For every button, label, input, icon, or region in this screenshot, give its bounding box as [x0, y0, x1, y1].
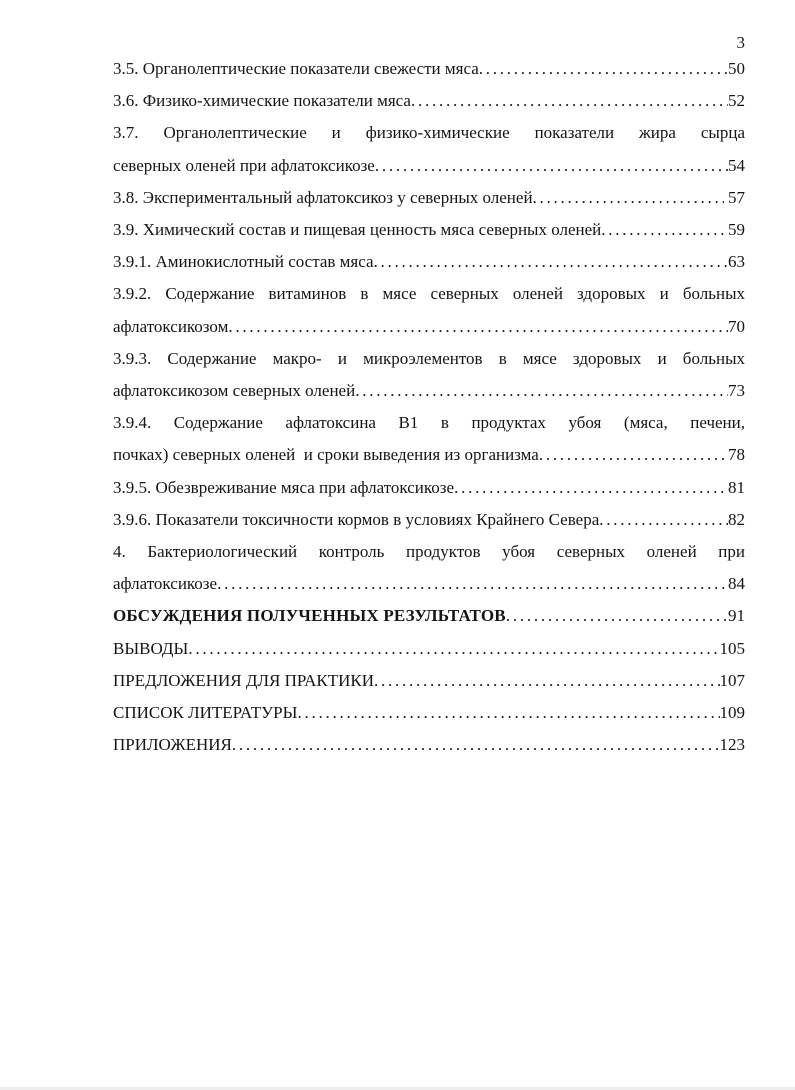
toc-entry-title: 3.9.6. Показатели токсичности кормов в условиях Крайнего Севера	[113, 509, 600, 529]
dot-leader	[228, 311, 728, 343]
dot-leader	[188, 633, 719, 665]
dot-leader	[599, 504, 728, 536]
toc-entry-title: 3.5. Органолептические показатели свежести мяса	[113, 59, 479, 78]
toc-entry	[113, 53, 745, 85]
toc-entry-leader-line	[113, 600, 745, 632]
dot-leader	[232, 729, 720, 761]
toc-entry-leader-line	[113, 246, 745, 278]
toc-entry-page-number: 107	[719, 670, 745, 690]
toc-entry-title: 3.9. Химический состав и пищевая ценность мяса северных оленей	[113, 220, 602, 240]
toc-entry-leader-line	[113, 53, 745, 85]
toc-entry	[113, 633, 745, 665]
toc-entry-leader-line	[113, 182, 745, 214]
toc-entry-leader-line	[113, 311, 745, 343]
toc-entry-title: ВЫВОДЫ	[113, 638, 189, 658]
toc-entry	[113, 278, 745, 342]
toc-entry-wrap-line: 3.9.4. Содержание афлатоксина В1 в продуктах убоя (мяса, печени,	[113, 413, 745, 433]
toc-entry-leader-line	[113, 697, 745, 729]
toc-entry-title: 3.8. Экспериментальный афлатоксикоз у северных оленей	[113, 187, 533, 207]
page-number: 3	[736, 33, 745, 52]
toc-entry	[113, 504, 745, 536]
toc-entry-page-number: 50	[728, 59, 745, 78]
toc-entry-title: северных оленей при афлатоксикозе	[113, 155, 375, 175]
dot-leader	[297, 697, 719, 729]
toc-entry-page-number: 73	[728, 381, 745, 401]
toc-entry-page-number: 52	[728, 91, 745, 111]
toc-entry-page-number: 109	[719, 703, 745, 723]
toc-entry-leader-line	[113, 375, 745, 407]
dot-leader	[374, 665, 719, 697]
toc-entry	[113, 697, 745, 729]
toc-entry	[113, 85, 745, 117]
toc-entry-wrapped-lines	[113, 343, 745, 375]
dot-leader	[217, 568, 728, 600]
toc-entry-page-number: 82	[728, 509, 745, 529]
toc-entry-page-number: 59	[728, 220, 745, 240]
toc-entry-title: афлатоксикозом северных оленей	[113, 381, 356, 401]
dot-leader	[479, 53, 728, 85]
toc-entry-title: афлатоксикозом	[113, 316, 229, 336]
toc-entry-leader-line	[113, 214, 745, 246]
toc-entry-title: 3.9.5. Обезвреживание мяса при афлатоксикозе	[113, 477, 455, 497]
toc-entry-wrapped-lines	[113, 117, 745, 149]
toc-entry-wrap-line: 3.7. Органолептические и физико-химические показатели жира сырца	[113, 123, 745, 143]
toc-entry	[113, 407, 745, 471]
toc-entry-leader-line	[113, 504, 745, 536]
toc-entry	[113, 536, 745, 600]
toc-entry	[113, 117, 745, 181]
toc-entry	[113, 600, 745, 632]
toc-entry-wrapped-lines	[113, 278, 745, 310]
toc-entry-leader-line	[113, 633, 745, 665]
dot-leader	[506, 600, 728, 632]
toc-entry-leader-line	[113, 729, 745, 761]
toc-entry-leader-line	[113, 150, 745, 182]
toc-entry	[113, 182, 745, 214]
dot-leader	[374, 246, 728, 278]
toc-entry-leader-line	[113, 665, 745, 697]
dot-leader	[454, 472, 728, 504]
toc-entry	[113, 472, 745, 504]
toc-entry-leader-line	[113, 439, 745, 471]
toc-entry-title: ПРИЛОЖЕНИЯ	[113, 735, 232, 755]
toc-entry-page-number: 81	[728, 477, 745, 497]
toc-entry-wrap-line: 3.9.2. Содержание витаминов в мясе северных оленей здоровых и больных	[113, 284, 745, 304]
toc-entry-leader-line	[113, 85, 745, 117]
toc-entry-wrapped-lines	[113, 407, 745, 439]
dot-leader	[533, 182, 724, 214]
toc-entry-title: почках) северных оленей и сроки выведения из организма	[113, 445, 539, 465]
toc-entry-title: 3.6. Физико-химические показатели мяса	[113, 91, 411, 111]
toc-entry-leader-line	[113, 568, 745, 600]
table-of-contents	[113, 53, 745, 761]
toc-entry-title: 3.9.1. Аминокислотный состав мяса	[113, 252, 374, 272]
toc-entry-page-number: 54	[728, 155, 745, 175]
toc-entry	[113, 343, 745, 407]
toc-entry-page-number: 78	[728, 445, 745, 465]
toc-entry-wrap-line: 3.9.3. Содержание макро- и микроэлементов в мясе здоровых и больных	[113, 348, 745, 368]
toc-entry	[113, 665, 745, 697]
toc-entry-page-number: 105	[719, 638, 745, 658]
toc-entry-title: афлатоксикозе	[113, 574, 218, 594]
toc-entry-wrap-line: 4. Бактериологический контроль продуктов убоя северных оленей при	[113, 542, 745, 562]
toc-entry	[113, 729, 745, 761]
toc-entry-page-number: 84	[728, 574, 745, 594]
toc-entry-leader-line	[113, 472, 745, 504]
toc-entry	[113, 246, 745, 278]
dot-leader	[375, 150, 728, 182]
toc-entry-title: ОБСУЖДЕНИЯ ПОЛУЧЕННЫХ РЕЗУЛЬТАТОВ	[113, 606, 506, 626]
toc-entry-title: ПРЕДЛОЖЕНИЯ ДЛЯ ПРАКТИКИ	[113, 670, 375, 690]
toc-entry-title: СПИСОК ЛИТЕРАТУРЫ	[113, 703, 298, 723]
toc-entry-page-number: 123	[719, 735, 745, 755]
toc-entry-page-number: 63	[728, 252, 745, 272]
toc-entry-page-number: 70	[728, 316, 745, 336]
dot-leader	[601, 214, 728, 246]
dot-leader	[539, 439, 728, 471]
dot-leader	[411, 85, 728, 117]
dot-leader	[355, 375, 728, 407]
toc-entry	[113, 214, 745, 246]
toc-entry-page-number: 57	[723, 187, 745, 207]
toc-entry-page-number: 91	[728, 606, 745, 626]
toc-entry-wrapped-lines	[113, 536, 745, 568]
